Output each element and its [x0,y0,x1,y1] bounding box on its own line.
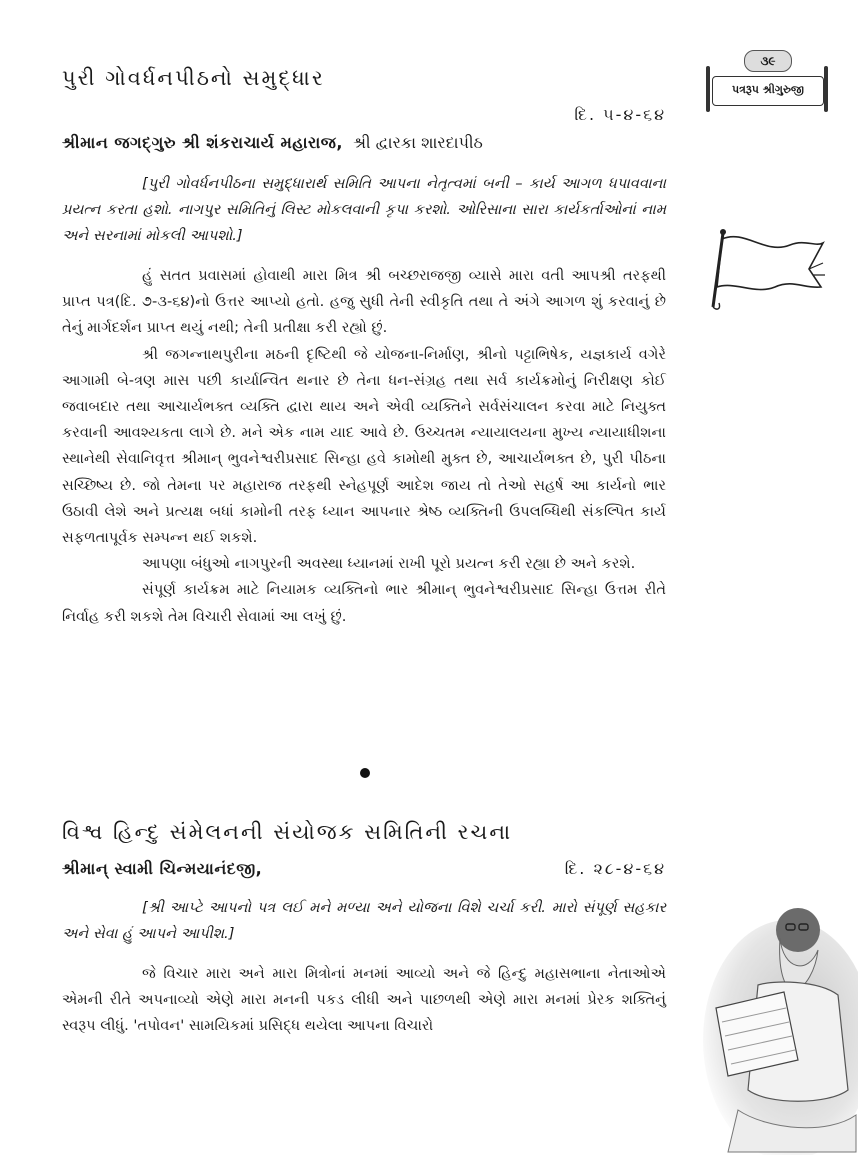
scroll-body [712,76,824,106]
paragraph: હું સતત પ્રવાસમાં હોવાથી મારા મિત્ર શ્રી બચ્છરાજજી વ્યાસે મારા વતી આપશ્રી તરફથી પ્રાપ્ત પત્ર(દિ. ૭-૩-૬૪)નો ઉત્તર આપ્યો હતો. હજુ સુધી તેની સ્વીકૃતિ તથા તે અંગે આગળ શું કરવાનું છે તેનું માર્ગદર્શન પ્રાપ્ત થયું નથી; તેની પ્રતીક્ષા કરી રહ્યો છું. [62,267,666,337]
paragraph: જે વિચાર મારા અને મારા મિત્રોનાં મનમાં આવ્યો અને જે હિન્દુ મહાસભાના નેતાઓએ એમની રીતે અપનાવ્યો એણે મારા મનની પકડ લીધી અને પાછળથી એણે મારા મનમાં પ્રેરક શક્તિનું સ્વરૂપ લીધું. 'તપોવન' સામયિકમાં પ્રસિદ્ધ થયેલા આપના વિચારો [62,965,666,1035]
addressee-line [62,859,666,879]
flag-icon [705,225,830,315]
addressee-line [62,133,666,153]
page-number: ૩૯ [744,50,792,72]
paragraph: શ્રી જગન્નાથપુરીના મઠની દૃષ્ટિથી જે યોજના-નિર્માણ, શ્રીનો પટ્ટાભિષેક, યજ્ઞકાર્ય વગેરે આગામી બે-ત્રણ માસ પછી કાર્યાન્વિત થનાર છે તેના ધન-સંગ્રહ તથા સર્વ કાર્યક્રમોનું નિરીક્ષણ કોઈ જવાબદાર તથા આચાર્યભક્ત વ્યક્તિ દ્વારા થાય અને એવી વ્યક્તિને સર્વસંચાલન કરવા માટે નિયુક્ત કરવાની આવશ્યકતા લાગે છે. મને એક નામ યાદ આવે છે. ઉચ્ચતમ ન્યાયાલયના મુખ્ય ન્યાયાધીશના સ્થાનેથી સેવાનિવૃત્ત શ્રીમાન્ ભુવનેશ્વરીપ્રસાદ સિન્હા હવે કામોથી મુક્ત છે, આચાર્યભક્ત છે, પુરી પીઠના સચ્છિષ્ય છે. જો તેમના પર મહારાજ તરફથી સ્નેહપૂર્ણ આદેશ જાય તો તેઓ સહર્ષ આ કાર્યનો ભાર ઉઠાવી લેશે અને પ્રત્યક્ષ બધાં કામોની તરફ ધ્યાન આપનાર શ્રેષ્ઠ વ્યક્તિની ઉપલબ્ધિથી સંકલ્પિત કાર્ય સફળતાપૂર્વક સમ્પન્ન થઈ શકશે. [62,345,666,547]
section-title: પુરી ગોવર્ધનપીઠનો સમુદ્ધાર [62,66,325,90]
scroll-rod-left-icon [706,66,710,112]
letter-summary: [શ્રી આપ્ટે આપનો પત્ર લઈ મને મળ્યા અને યોજના વિશે ચર્ચા કરી. મારો સંપૂર્ણ સહકાર અને સેવા હું આપને આપીશ.] [62,899,666,942]
letter-1 [62,66,666,630]
letter-date: દિ. ૫-૪-૬૪ [574,105,666,124]
seated-guru-illustration [688,890,858,1155]
scroll-rod-right-icon [824,66,828,112]
paragraph: આપણા બંધુઓ નાગપુરની અવસ્થા ધ્યાનમાં રાખી પૂરો પ્રયત્ન કરી રહ્યા છે અને કરશે. [142,555,636,573]
section-divider-dot [360,768,370,778]
letter-2 [62,820,666,1040]
page-badge [702,54,832,112]
paragraph: સંપૂર્ણ કાર્યક્રમ માટે નિયામક વ્યક્તિનો ભાર શ્રીમાન્ ભુવનેશ્વરીપ્રસાદ સિન્હા ઉત્તમ રીતે નિર્વાહ કરી શકશે તેમ વિચારી સેવામાં આ લખું છું. [62,581,666,625]
letter-date: દિ. ૨૮-૪-૬૪ [564,859,666,878]
section-title: વિશ્વ હિન્દુ સંમેલનની સંયોજક સમિતિની રચના [62,820,513,844]
badge-label: પત્રરૂપ શ્રીગુરુજી [732,83,804,96]
addressee: શ્રીમાન જગદ્ગુરુ શ્રી શંકરાચાર્ય મહારાજ, [62,133,343,152]
addressee: શ્રીમાન્ સ્વામી ચિન્મયાનંદજી, [62,859,263,878]
letter-summary: [પુરી ગોવર્ધનપીઠના સમુદ્ધારાર્થ સમિતિ આપના નેતૃત્વમાં બની – કાર્ય આગળ ધપાવવાના પ્રયત્ન કરતા હશો. નાગપુર સમિતિનું લિસ્ટ મોકલવાની કૃપા કરશો. ઓરિસાના સારા કાર્યકર્તાઓનાં નામ અને સરનામાં મોકલી આપશો.] [62,175,666,244]
addressee-place: શ્રી દ્વારકા શારદાપીઠ [352,133,483,152]
